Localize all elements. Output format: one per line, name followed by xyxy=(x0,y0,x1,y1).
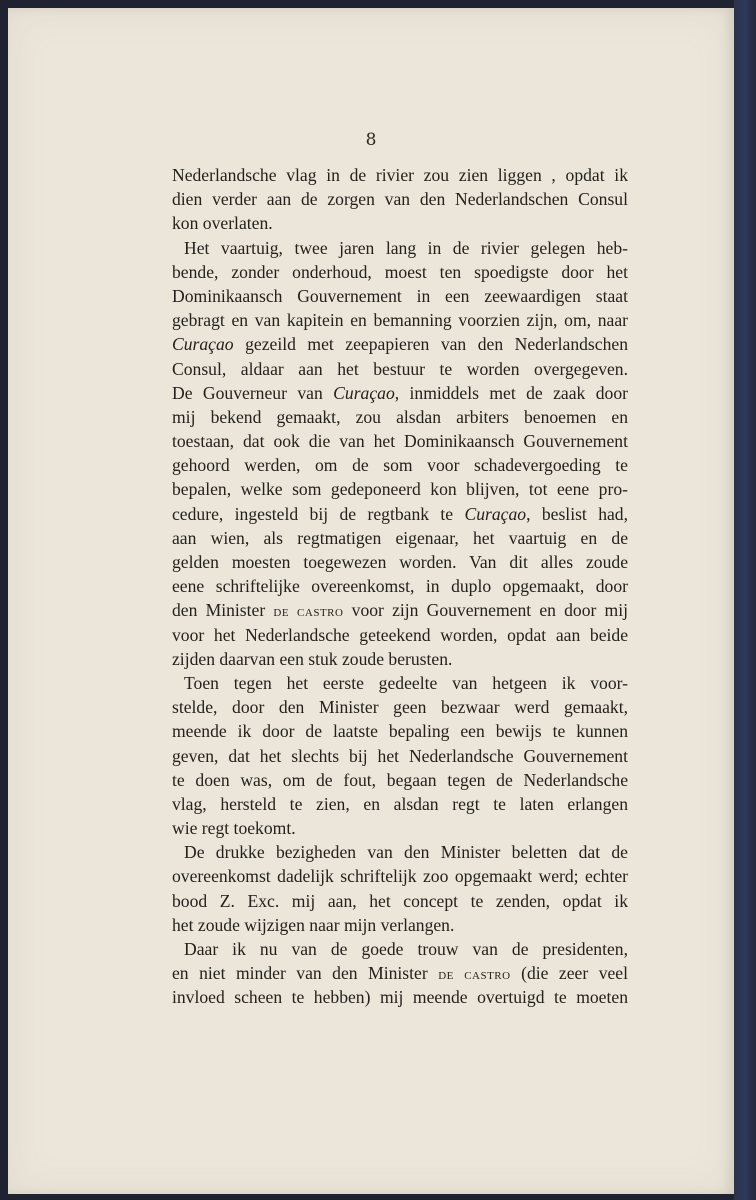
text-line: gelden moesten toegewezen worden. Van dit alles zoude xyxy=(172,552,628,572)
text-line: zijden daarvan een stuk zoude berusten. xyxy=(172,648,453,669)
text-line: bende, zonder onderhoud, moest ten spoedigste door het xyxy=(172,261,628,282)
book-spine-edge xyxy=(734,0,756,1200)
text-line: cedure, ingesteld bij de regtbank te Curaçao, beslist had, xyxy=(172,503,628,524)
text-line: Curaçao gezeild met zeepapieren van den Nederlandschen xyxy=(172,334,628,355)
text-line: dien verder aan de zorgen van den Nederlandschen Consul xyxy=(172,189,628,210)
text-line: bepalen, welke som gedeponeerd kon blijven, tot eene pro- xyxy=(172,479,628,500)
text-line: wie regt toekomt. xyxy=(172,818,296,839)
text-line: mij bekend gemaakt, zou alsdan arbiters benoemen en xyxy=(172,406,628,427)
body-text xyxy=(172,163,628,1010)
text-line: den Minister de castro voor zijn Gouvernement en door mij xyxy=(172,600,629,621)
text-line: De Gouverneur van Curaçao, inmiddels met de zaak door xyxy=(172,382,629,403)
text-line: Consul, aldaar aan het bestuur te worden overgegeven. xyxy=(172,358,628,379)
text-line: overeenkomst dadelijk schriftelijk zoo opgemaakt werd; echter xyxy=(172,866,628,887)
text-line: Dominikaansch Gouvernement in een zeewaardigen staat xyxy=(172,285,628,306)
text-line: Nederlandsche vlag in de rivier zou zien liggen , opdat ik xyxy=(172,165,628,185)
text-line: aan wien, als regtmatigen eigenaar, het vaartuig en de xyxy=(172,527,628,548)
text-line: bood Z. Exc. mij aan, het concept te zenden, opdat ik xyxy=(172,890,628,911)
text-line: kon overlaten. xyxy=(172,213,273,234)
text-line: te doen was, om de fout, begaan tegen de Nederlandsche xyxy=(172,769,628,790)
text-line: gehoord werden, om de som voor schadevergoeding te xyxy=(172,455,628,476)
text-line: eene schriftelijke overeenkomst, in duplo opgemaakt, door xyxy=(172,576,628,597)
text-line: Het vaartuig, twee jaren lang in de rivier gelegen heb- xyxy=(184,237,628,258)
text-line: voor het Nederlandsche geteekend worden, opdat aan beide xyxy=(172,624,628,645)
text-line: stelde, door den Minister geen bezwaar werd gemaakt, xyxy=(172,697,628,718)
text-line: toestaan, dat ook die van het Dominikaansch Gouvernement xyxy=(172,431,628,452)
text-line: vlag, hersteld te zien, en alsdan regt te laten erlangen xyxy=(172,793,628,814)
text-line: en niet minder van den Minister de castro (die zeer veel xyxy=(172,963,629,984)
text-line: het zoude wijzigen naar mijn verlangen. xyxy=(172,914,455,935)
text-line: Daar ik nu van de goede trouw van de presidenten, xyxy=(184,939,628,959)
text-line: geven, dat het slechts bij het Nederlandsche Gouvernement xyxy=(172,745,628,766)
text-line: meende ik door de laatste bepaling een bewijs te kunnen xyxy=(172,721,628,742)
book-page xyxy=(8,8,734,1194)
text-line: Toen tegen het eerste gedeelte van hetgeen ik voor- xyxy=(184,672,628,693)
text-line: gebragt en van kapitein en bemanning voorzien zijn, om, naar xyxy=(172,310,628,331)
text-line: De drukke bezigheden van den Minister beletten dat de xyxy=(184,842,628,863)
text-line: invloed scheen te hebben) mij meende overtuigd te moeten xyxy=(172,987,628,1008)
page-number: 8 xyxy=(365,130,377,150)
